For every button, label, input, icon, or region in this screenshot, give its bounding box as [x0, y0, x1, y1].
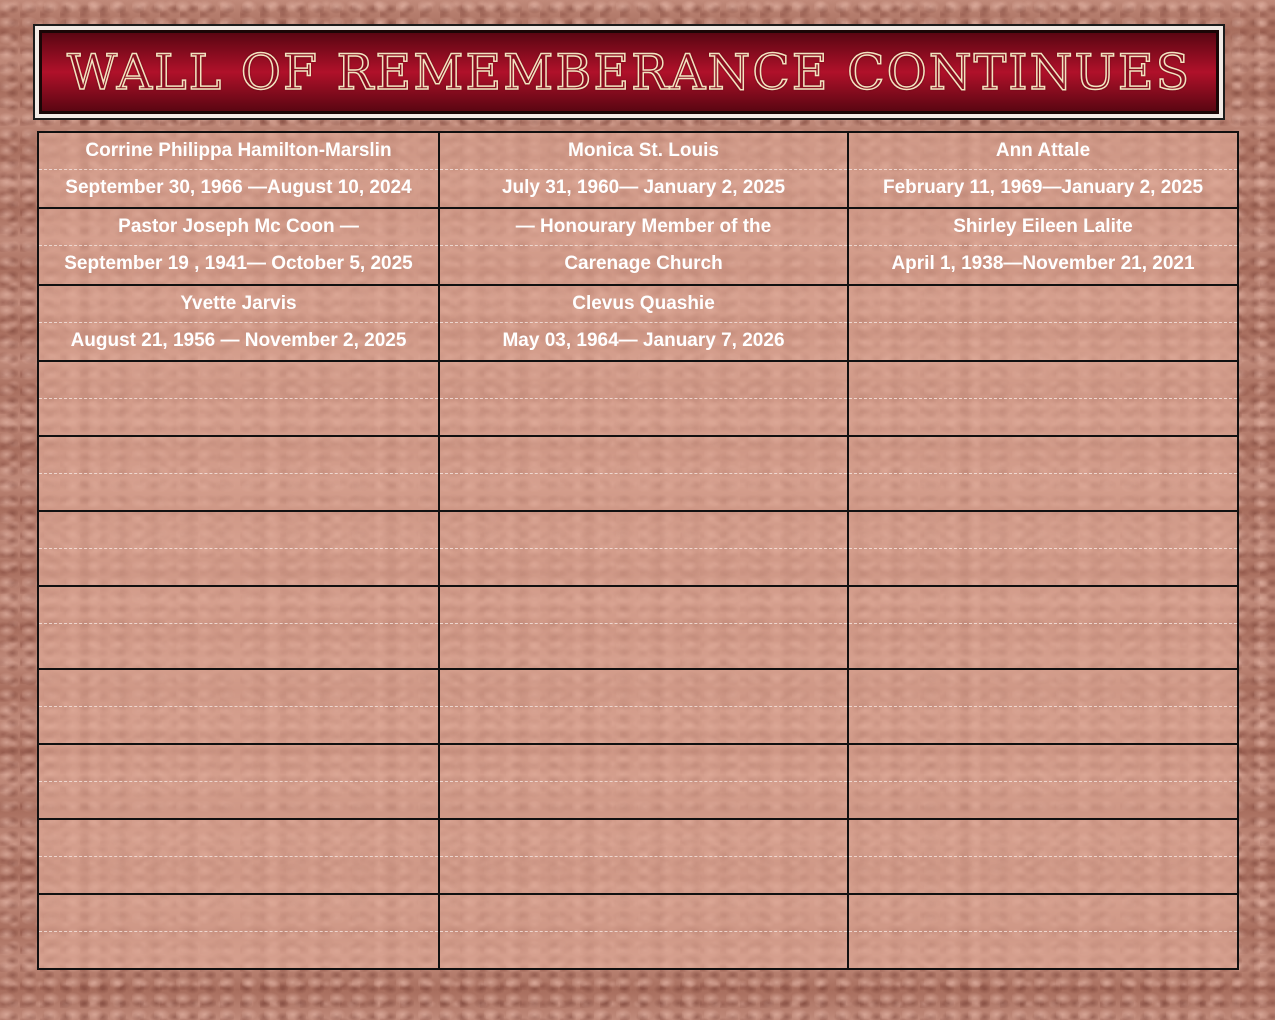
memorial-dates	[440, 932, 847, 968]
memorial-dates: August 21, 1956 — November 2, 2025	[70, 330, 407, 351]
memorial-name	[39, 512, 438, 549]
memorial-name	[39, 437, 438, 474]
memorial-name: Shirley Eileen Lalite	[849, 209, 1237, 246]
memorial-cell	[848, 669, 1238, 744]
memorial-cell	[848, 511, 1238, 586]
memorial-dates	[39, 399, 438, 435]
memorial-cell	[439, 285, 848, 361]
table-row	[38, 669, 1238, 744]
table-row	[38, 208, 1238, 285]
memorial-name	[39, 587, 438, 624]
memorial-name	[440, 362, 847, 399]
memorial-dates	[39, 707, 438, 743]
memorial-cell	[439, 669, 848, 744]
memorial-name	[39, 670, 438, 707]
memorial-name	[39, 895, 438, 932]
memorial-dates: September 19 , 1941— October 5, 2025	[64, 253, 413, 274]
memorial-dates	[39, 932, 438, 968]
memorial-cell	[38, 285, 439, 361]
page-title: WALL OF REMEMBERANCE CONTINUES	[66, 43, 1192, 101]
memorial-name	[39, 820, 438, 857]
memorial-name	[440, 820, 847, 857]
memorial-dates	[849, 707, 1237, 743]
memorial-dates	[39, 474, 438, 510]
table-row	[38, 511, 1238, 586]
memorial-name	[849, 362, 1237, 399]
memorial-dates	[39, 782, 438, 818]
memorial-cell	[848, 208, 1238, 285]
memorial-cell	[38, 744, 439, 819]
memorial-cell	[848, 361, 1238, 436]
memorial-cell	[439, 436, 848, 511]
memorial-name: Pastor Joseph Mc Coon —	[39, 209, 438, 246]
memorial-dates: September 30, 1966 —August 10, 2024	[65, 177, 412, 198]
table-row	[38, 436, 1238, 511]
memorial-cell	[439, 511, 848, 586]
memorial-name	[440, 745, 847, 782]
memorial-name	[39, 362, 438, 399]
memorial-name: Clevus Quashie	[440, 286, 847, 323]
memorial-name	[849, 286, 1237, 323]
table-row	[38, 894, 1238, 969]
table-row	[38, 744, 1238, 819]
memorial-name	[849, 437, 1237, 474]
memorial-name: Ann Attale	[849, 133, 1237, 170]
memorial-cell	[848, 586, 1238, 669]
memorial-name	[849, 512, 1237, 549]
memorial-dates	[440, 474, 847, 510]
memorial-cell	[439, 586, 848, 669]
memorial-dates	[849, 323, 1237, 359]
memorial-dates	[440, 857, 847, 893]
memorial-cell	[848, 132, 1238, 208]
memorial-name	[440, 437, 847, 474]
memorial-cell	[38, 436, 439, 511]
memorial-cell	[848, 819, 1238, 894]
table-row	[38, 819, 1238, 894]
memorial-name	[440, 512, 847, 549]
memorial-cell	[38, 361, 439, 436]
memorial-name	[849, 820, 1237, 857]
memorial-name	[849, 670, 1237, 707]
memorial-dates	[849, 932, 1237, 968]
table-row	[38, 361, 1238, 436]
memorial-dates	[849, 399, 1237, 435]
memorial-dates	[849, 857, 1237, 893]
memorial-cell	[439, 744, 848, 819]
memorial-name: — Honourary Member of the	[440, 209, 847, 246]
memorial-dates: Carenage Church	[564, 253, 723, 274]
memorial-dates	[39, 624, 438, 660]
memorial-dates: April 1, 1938—November 21, 2021	[891, 253, 1195, 274]
memorial-name	[849, 587, 1237, 624]
memorial-cell	[848, 285, 1238, 361]
memorial-name: Corrine Philippa Hamilton-Marslin	[39, 133, 438, 170]
memorial-cell	[439, 361, 848, 436]
memorial-dates	[849, 549, 1237, 585]
memorial-dates	[440, 549, 847, 585]
memorial-cell	[439, 132, 848, 208]
memorial-cell	[848, 744, 1238, 819]
memorial-cell	[848, 894, 1238, 969]
memorial-name	[849, 745, 1237, 782]
memorial-dates	[440, 707, 847, 743]
memorial-dates	[440, 782, 847, 818]
memorial-cell	[38, 132, 439, 208]
memorial-name	[849, 895, 1237, 932]
memorial-dates: February 11, 1969—January 2, 2025	[882, 177, 1204, 198]
memorial-cell	[38, 894, 439, 969]
memorial-dates	[440, 399, 847, 435]
memorial-name	[440, 895, 847, 932]
memorial-cell	[38, 586, 439, 669]
memorial-cell	[439, 208, 848, 285]
memorial-cell	[38, 819, 439, 894]
memorial-name	[440, 587, 847, 624]
memorial-cell	[38, 511, 439, 586]
memorial-cell	[439, 894, 848, 969]
memorial-cell	[38, 669, 439, 744]
table-row	[38, 285, 1238, 361]
memorial-dates	[39, 549, 438, 585]
title-banner-frame	[33, 24, 1225, 120]
memorial-dates	[440, 624, 847, 660]
memorial-cell	[38, 208, 439, 285]
title-banner	[39, 30, 1219, 114]
memorial-cell	[848, 436, 1238, 511]
memorial-name: Monica St. Louis	[440, 133, 847, 170]
memorial-dates	[39, 857, 438, 893]
memorial-dates	[849, 782, 1237, 818]
table-row	[38, 586, 1238, 669]
memorial-dates	[849, 624, 1237, 660]
memorial-name	[440, 670, 847, 707]
table-row	[38, 132, 1238, 208]
memorial-cell	[439, 819, 848, 894]
remembrance-table	[37, 131, 1239, 970]
memorial-name	[39, 745, 438, 782]
memorial-dates: May 03, 1964— January 7, 2026	[502, 330, 785, 351]
memorial-dates: July 31, 1960— January 2, 2025	[501, 177, 786, 198]
memorial-name: Yvette Jarvis	[39, 286, 438, 323]
memorial-dates	[849, 474, 1237, 510]
